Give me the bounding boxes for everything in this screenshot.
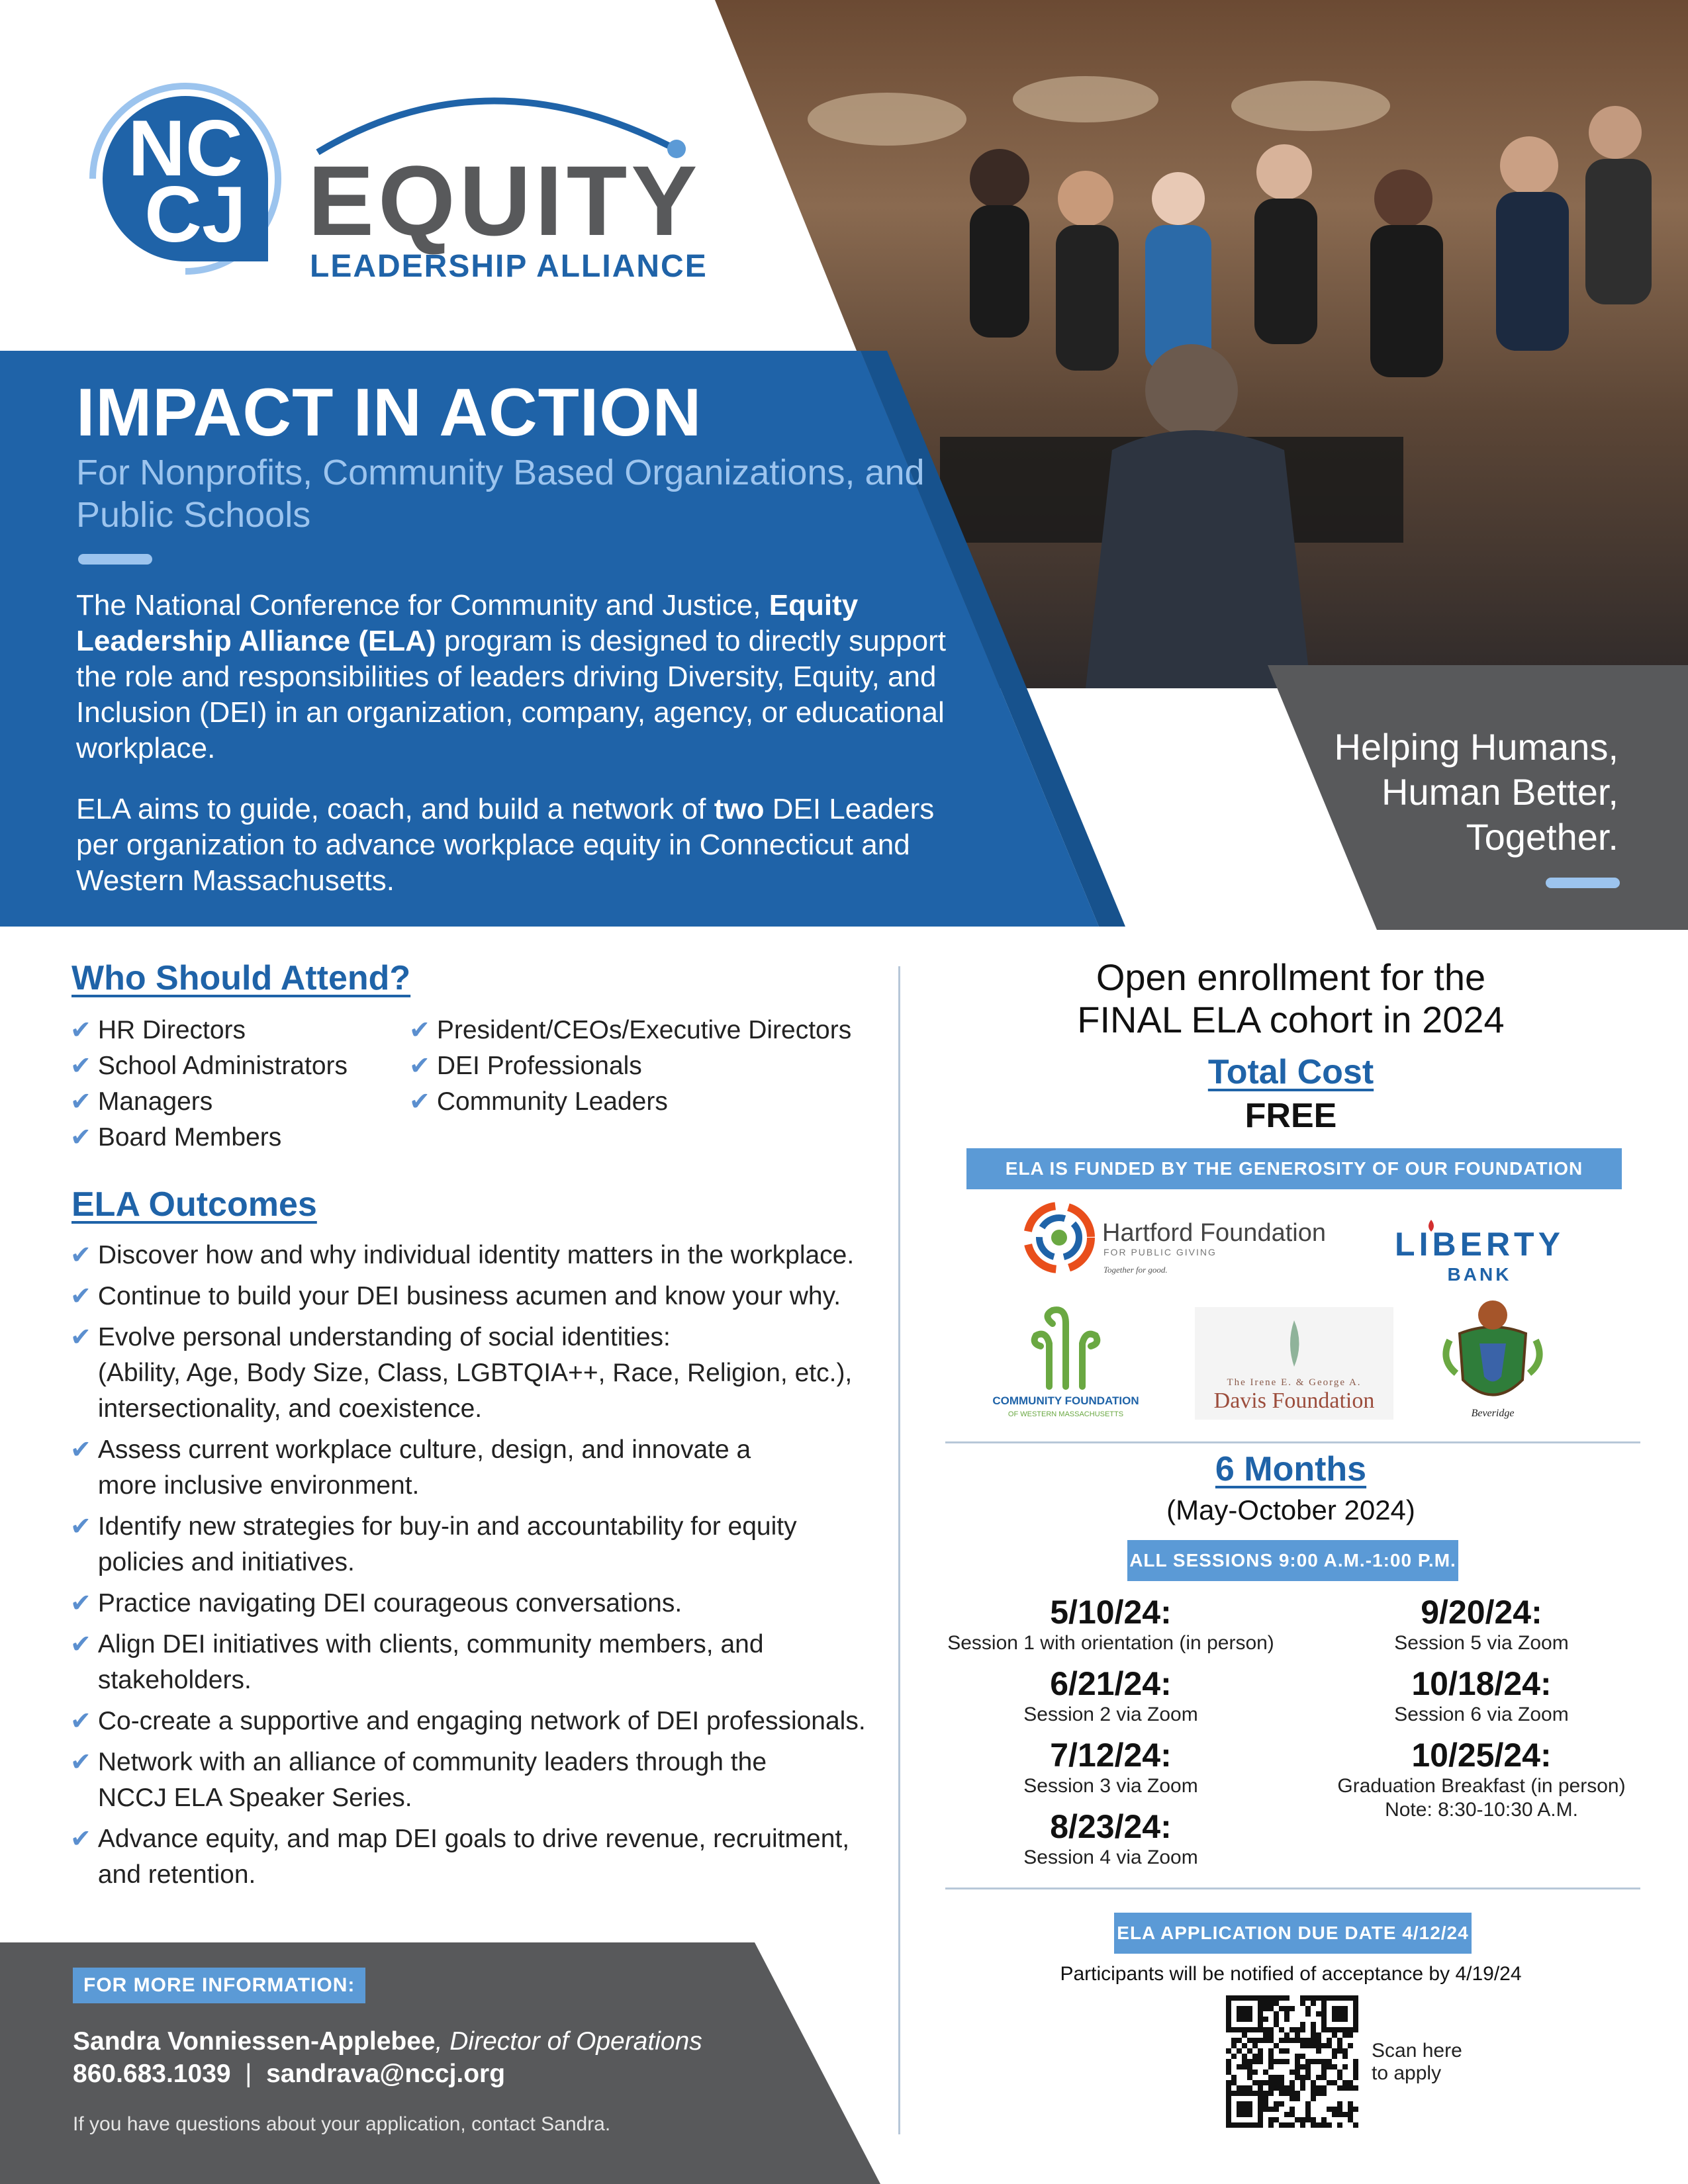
outcome-line: stakeholders. (97, 1666, 252, 1694)
hero-p1-post: program is designed to directly support the role and responsibilities of leaders driving Diversity, Equity, and Inclusion (DEI) in an organization, company, agency, or educational workplace. (76, 625, 946, 764)
check-icon: ✔ (70, 1017, 91, 1044)
check-icon: ✔ (70, 1436, 91, 1464)
davis-small: The Irene E. & George A. (1227, 1377, 1362, 1388)
attendee-item (70, 1084, 348, 1120)
session-note: Graduation Breakfast (in person) (1337, 1775, 1626, 1797)
hero-subtitle: For Nonprofits, Community Based Organizations, and Public Schools (76, 453, 925, 535)
attendee-item (409, 1013, 851, 1048)
check-icon: ✔ (70, 1631, 91, 1659)
outcome-text (98, 1509, 797, 1580)
contact-email[interactable]: sandrava@nccj.org (266, 2060, 506, 2088)
session-time-note: Note: 8:30-10:30 A.M. (1385, 1799, 1578, 1821)
session-6 (1296, 1664, 1667, 1727)
beveridge-name: Beveridge (1471, 1408, 1515, 1419)
attendee-label: School Administrators (97, 1052, 348, 1080)
check-icon: ✔ (70, 1749, 91, 1776)
outcome-text (98, 1320, 852, 1427)
check-icon: ✔ (409, 1017, 430, 1044)
session-date: 9/20/24: (1421, 1594, 1542, 1631)
session-date: 5/10/24: (1050, 1594, 1172, 1631)
scan-instructions (1372, 2040, 1462, 2085)
hero-paragraph-2 (76, 792, 963, 899)
funded-banner: ELA IS FUNDED BY THE GENEROSITY OF OUR FOUNDATION PARTNERS: (966, 1148, 1622, 1189)
attendee-label: Managers (97, 1087, 213, 1116)
hero-p1-pre: The National Conference for Community and Justice, (76, 589, 769, 621)
beveridge-crest-logo (1436, 1294, 1549, 1423)
outcome-line: intersectionality, and coexistence. (97, 1394, 483, 1423)
right-divider-2 (945, 1888, 1640, 1889)
session-date: 6/21/24: (1050, 1665, 1172, 1702)
attendee-item (409, 1048, 851, 1084)
session-note: Session 6 via Zoom (1394, 1704, 1569, 1725)
attendee-label: Community Leaders (436, 1087, 668, 1116)
outcome-item (70, 1238, 884, 1273)
session-date: 8/23/24: (1050, 1808, 1172, 1845)
outcome-item (70, 1627, 884, 1698)
tagline-line-1: Helping Humans, (1334, 726, 1618, 768)
contact-name: Sandra Vonniessen-Applebee (73, 2027, 436, 2056)
session-date: 10/25/24: (1411, 1737, 1552, 1774)
cfwm-sub: OF WESTERN MASSACHUSETTS (1008, 1410, 1124, 1418)
session-4 (925, 1807, 1296, 1870)
logo-wordmark: EQUITY (308, 145, 702, 256)
logo-subtitle: LEADERSHIP ALLIANCE (310, 249, 708, 284)
logo-mark-bottom: CJ (144, 170, 246, 259)
liberty-sub: BANK (1447, 1264, 1512, 1285)
six-months-title: 6 Months (1215, 1450, 1367, 1488)
contact-name-line (73, 2027, 702, 2056)
ela-outcomes-title: ELA Outcomes (71, 1185, 317, 1224)
session-2 (925, 1664, 1296, 1727)
check-icon: ✔ (409, 1088, 430, 1116)
outcome-text (98, 1627, 764, 1698)
total-cost-value: FREE (1244, 1097, 1337, 1135)
enrollment-line-1: Open enrollment for the (1096, 956, 1486, 998)
liberty-name: LIBERTY (1395, 1226, 1564, 1263)
who-should-attend-title: Who Should Attend? (71, 959, 411, 997)
check-icon: ✔ (70, 1088, 91, 1116)
check-icon: ✔ (70, 1283, 91, 1310)
check-icon: ✔ (70, 1707, 91, 1735)
nccj-ela-logo (73, 66, 735, 291)
scan-line-2: to apply (1372, 2062, 1442, 2084)
check-icon: ✔ (70, 1513, 91, 1541)
davis-name: Davis Foundation (1213, 1388, 1375, 1413)
outcome-line: Co-create a supportive and engaging network of DEI professionals. (97, 1707, 866, 1735)
hartford-name: Hartford Foundation (1102, 1219, 1326, 1247)
months-range: (May-October 2024) (1166, 1494, 1415, 1525)
outcome-line: Advance equity, and map DEI goals to drive revenue, recruitment, (97, 1825, 850, 1853)
check-icon: ✔ (409, 1052, 430, 1080)
check-icon: ✔ (70, 1052, 91, 1080)
attendee-item (70, 1120, 348, 1156)
tagline-line-3: Together. (1466, 816, 1618, 858)
attendee-item (70, 1048, 348, 1084)
session-date: 7/12/24: (1050, 1737, 1172, 1774)
outcome-line: Align DEI initiatives with clients, community members, and (97, 1630, 764, 1659)
attendee-label: President/CEOs/Executive Directors (436, 1016, 852, 1044)
hero-accent-bar (78, 554, 152, 565)
outcome-line: policies and initiatives. (97, 1548, 355, 1576)
outcome-line: (Ability, Age, Body Size, Class, LGBTQIA++, Race, Religion, etc.), (97, 1359, 853, 1387)
session-note: Session 2 via Zoom (1023, 1704, 1198, 1725)
outcome-line: Discover how and why individual identity matters in the workplace. (97, 1241, 855, 1269)
scan-line-1: Scan here (1372, 2040, 1462, 2062)
attendee-label: Board Members (97, 1123, 282, 1152)
check-icon: ✔ (70, 1825, 91, 1853)
hero-p2-post: DEI Leaders per organization to advance workplace equity in Connecticut and Western Massachusetts. (76, 793, 935, 897)
outcomes-list (70, 1238, 884, 1898)
outcome-line: Evolve personal understanding of social identities: (97, 1323, 671, 1351)
enrollment-heading (927, 956, 1655, 1041)
session-date: 10/18/24: (1411, 1665, 1552, 1702)
tagline (1278, 725, 1618, 860)
outcome-item (70, 1279, 884, 1314)
who-list-col-1 (70, 1013, 348, 1156)
sessions-time-banner: ALL SESSIONS 9:00 A.M.-1:00 P.M. (1127, 1540, 1458, 1581)
cfwm-name: COMMUNITY FOUNDATION (992, 1394, 1139, 1407)
outcome-item (70, 1509, 884, 1580)
check-icon: ✔ (70, 1324, 91, 1351)
attendee-item (70, 1013, 348, 1048)
hero-p1-bold: Equity Leadership Alliance (ELA) (76, 589, 859, 657)
column-divider (898, 966, 900, 2134)
hartford-sub: FOR PUBLIC GIVING (1103, 1247, 1217, 1257)
outcome-line: NCCJ ELA Speaker Series. (97, 1784, 412, 1812)
outcome-item (70, 1704, 884, 1739)
contact-note: If you have questions about your application, contact Sandra. (73, 2113, 611, 2135)
more-info-badge: FOR MORE INFORMATION: (73, 1968, 365, 2003)
attendee-label: HR Directors (97, 1016, 246, 1044)
graduation-session (1296, 1736, 1667, 1822)
check-icon: ✔ (70, 1124, 91, 1152)
acceptance-notice: Participants will be notified of acceptance by 4/19/24 (1060, 1963, 1522, 1985)
total-cost-title: Total Cost (1207, 1053, 1374, 1091)
outcome-item (70, 1821, 884, 1893)
session-3 (925, 1736, 1296, 1798)
outcome-line: more inclusive environment. (97, 1471, 420, 1500)
outcome-line: Continue to build your DEI business acumen and know your why. (97, 1282, 841, 1310)
session-1 (925, 1593, 1296, 1655)
contact-role: , Director of Operations (435, 2027, 702, 2056)
davis-foundation-logo (1195, 1307, 1393, 1420)
session-note: Session 4 via Zoom (1023, 1846, 1198, 1868)
outcome-text (98, 1586, 682, 1621)
contact-phone[interactable]: 860.683.1039 (73, 2060, 231, 2088)
session-note: Session 1 with orientation (in person) (947, 1632, 1274, 1654)
outcome-text (98, 1432, 751, 1504)
session-note: Session 5 via Zoom (1394, 1632, 1569, 1654)
outcome-text (98, 1279, 841, 1314)
outcome-item (70, 1320, 884, 1427)
hero-paragraph-1 (76, 588, 963, 766)
outcome-line: Network with an alliance of community leaders through the (97, 1748, 767, 1776)
who-list-col-2 (409, 1013, 851, 1120)
hero-p2-pre: ELA aims to guide, coach, and build a network of (76, 793, 714, 825)
outcome-text (98, 1745, 767, 1816)
attendee-item (409, 1084, 851, 1120)
session-note: Session 3 via Zoom (1023, 1775, 1198, 1797)
community-foundation-logo (980, 1297, 1152, 1423)
hartford-foundation-logo (1023, 1201, 1334, 1281)
contact-details (73, 2060, 505, 2089)
right-divider-1 (945, 1441, 1640, 1443)
outcome-text (98, 1704, 866, 1739)
check-icon: ✔ (70, 1590, 91, 1617)
qr-code-icon[interactable] (1226, 1995, 1358, 2128)
enrollment-line-2: FINAL ELA cohort in 2024 (1077, 999, 1505, 1040)
logo-mark-top: NC (128, 104, 243, 193)
hero-p2-bold: two (714, 793, 765, 825)
hartford-tag: Together for good. (1103, 1265, 1168, 1275)
outcome-item (70, 1745, 884, 1816)
outcome-item (70, 1432, 884, 1504)
outcome-line: and retention. (97, 1860, 256, 1889)
outcome-line: Practice navigating DEI courageous conversations. (97, 1589, 682, 1617)
check-icon: ✔ (70, 1242, 91, 1269)
hero-title: IMPACT IN ACTION (76, 375, 702, 450)
application-due-banner: ELA APPLICATION DUE DATE 4/12/24 (1114, 1913, 1472, 1954)
outcome-line: Identify new strategies for buy-in and accountability for equity (97, 1512, 797, 1541)
tagline-line-2: Human Better, (1382, 771, 1618, 813)
session-5 (1296, 1593, 1667, 1655)
contact-separator: | (245, 2060, 252, 2088)
outcome-item (70, 1586, 884, 1621)
attendee-label: DEI Professionals (436, 1052, 642, 1080)
outcome-text (98, 1238, 854, 1273)
outcome-line: Assess current workplace culture, design, and innovate a (97, 1435, 751, 1464)
outcome-text (98, 1821, 849, 1893)
liberty-bank-logo (1383, 1214, 1575, 1287)
tagline-accent-bar (1546, 878, 1620, 888)
